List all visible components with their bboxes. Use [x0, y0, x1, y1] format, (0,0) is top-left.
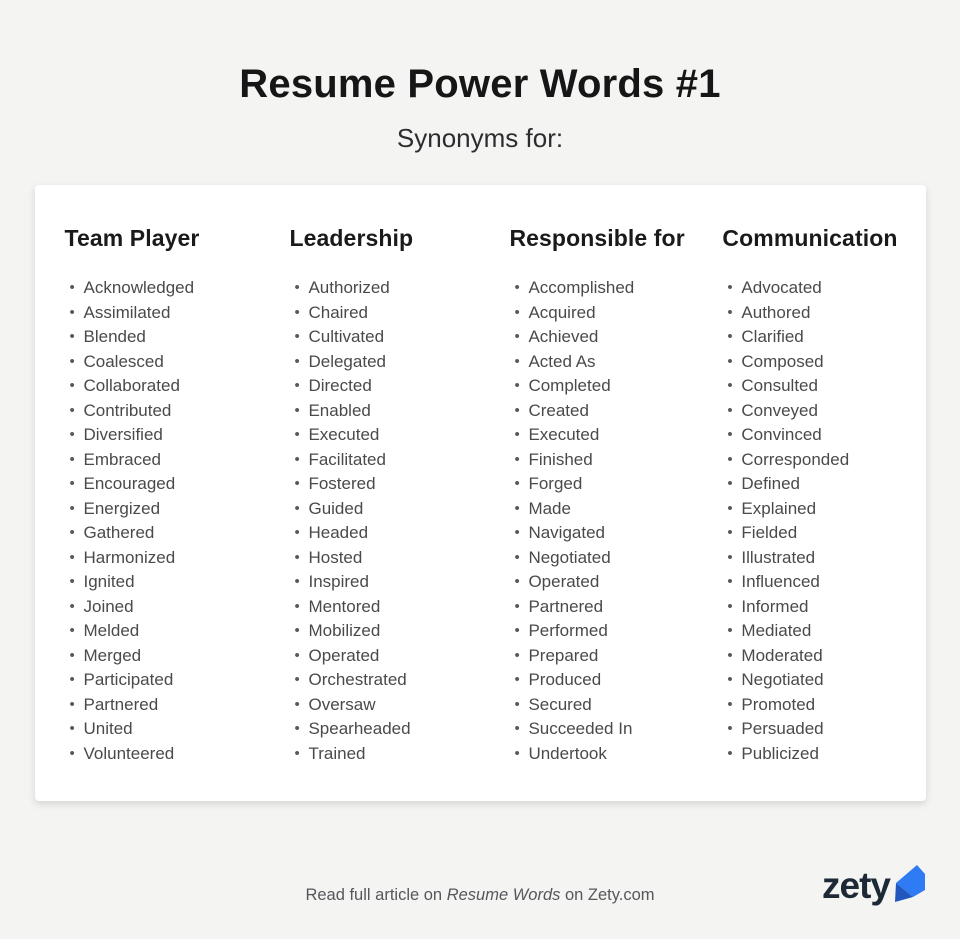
word-item: • Fielded	[722, 521, 897, 546]
column-heading: Leadership	[289, 225, 414, 251]
word-item: • Delegated	[289, 350, 509, 375]
word-item: • Guided	[289, 497, 509, 522]
word-columns	[35, 185, 926, 801]
footer-attribution	[0, 886, 960, 905]
word-item: • Acted As	[509, 350, 722, 375]
word-item: • Collaborated	[65, 374, 290, 399]
word-column	[65, 225, 290, 801]
word-item: • Enabled	[289, 399, 509, 424]
word-item: • Orchestrated	[289, 668, 509, 693]
word-item: • Negotiated	[722, 668, 897, 693]
word-item: • Finished	[509, 448, 722, 473]
word-item: • Performed	[509, 619, 722, 644]
header	[0, 0, 960, 154]
word-item: • Secured	[509, 693, 722, 718]
word-item: • Advocated	[722, 276, 897, 301]
word-item: • Chaired	[289, 301, 509, 326]
word-item: • Authored	[722, 301, 897, 326]
word-item: • Conveyed	[722, 399, 897, 424]
word-item: • United	[65, 717, 290, 742]
word-item: • Acknowledged	[65, 276, 290, 301]
word-item: • Blended	[65, 325, 290, 350]
page-title: Resume Power Words #1	[239, 62, 721, 106]
word-item: • Executed	[509, 423, 722, 448]
word-item: • Embraced	[65, 448, 290, 473]
word-item: • Fostered	[289, 472, 509, 497]
word-item: • Cultivated	[289, 325, 509, 350]
word-item: • Hosted	[289, 546, 509, 571]
word-item: • Facilitated	[289, 448, 509, 473]
footer-text-suffix: on Zety.com	[560, 886, 655, 904]
word-item: • Completed	[509, 374, 722, 399]
column-heading: Team Player	[64, 225, 200, 251]
word-list	[65, 276, 290, 766]
zety-logo	[822, 862, 936, 908]
word-item: • Volunteered	[65, 742, 290, 767]
word-item: • Merged	[65, 644, 290, 669]
word-item: • Assimilated	[65, 301, 290, 326]
word-item: • Spearheaded	[289, 717, 509, 742]
word-item: • Headed	[289, 521, 509, 546]
page-subtitle: Synonyms for:	[396, 123, 564, 153]
word-item: • Inspired	[289, 570, 509, 595]
word-item: • Composed	[722, 350, 897, 375]
word-item: • Encouraged	[65, 472, 290, 497]
word-item: • Directed	[289, 374, 509, 399]
column-heading: Communication	[722, 225, 898, 251]
word-item: • Acquired	[509, 301, 722, 326]
word-item: • Prepared	[509, 644, 722, 669]
word-item: • Authorized	[289, 276, 509, 301]
word-item: • Operated	[289, 644, 509, 669]
word-item: • Gathered	[65, 521, 290, 546]
word-item: • Corresponded	[722, 448, 897, 473]
word-item: • Persuaded	[722, 717, 897, 742]
word-item: • Executed	[289, 423, 509, 448]
word-item: • Mentored	[289, 595, 509, 620]
footer-article-name: Resume Words	[446, 886, 561, 904]
word-item: • Defined	[722, 472, 897, 497]
word-item: • Mobilized	[289, 619, 509, 644]
word-item: • Partnered	[65, 693, 290, 718]
word-item: • Accomplished	[509, 276, 722, 301]
zety-arrow-icon	[892, 862, 936, 908]
word-item: • Publicized	[722, 742, 897, 767]
word-list	[509, 276, 722, 766]
word-item: • Explained	[722, 497, 897, 522]
word-item: • Produced	[509, 668, 722, 693]
word-item: • Ignited	[65, 570, 290, 595]
word-column	[509, 225, 722, 801]
word-item: • Coalesced	[65, 350, 290, 375]
word-item: • Trained	[289, 742, 509, 767]
word-list	[289, 276, 509, 766]
word-item: • Oversaw	[289, 693, 509, 718]
word-item: • Achieved	[509, 325, 722, 350]
word-item: • Negotiated	[509, 546, 722, 571]
word-item: • Informed	[722, 595, 897, 620]
word-item: • Undertook	[509, 742, 722, 767]
word-item: • Partnered	[509, 595, 722, 620]
zety-logo-text: zety	[822, 865, 890, 906]
word-item: • Navigated	[509, 521, 722, 546]
word-item: • Illustrated	[722, 546, 897, 571]
word-item: • Consulted	[722, 374, 897, 399]
word-item: • Promoted	[722, 693, 897, 718]
word-item: • Convinced	[722, 423, 897, 448]
word-item: • Joined	[65, 595, 290, 620]
word-item: • Harmonized	[65, 546, 290, 571]
word-item: • Energized	[65, 497, 290, 522]
word-list	[722, 276, 897, 766]
word-item: • Influenced	[722, 570, 897, 595]
word-item: • Melded	[65, 619, 290, 644]
word-item: • Clarified	[722, 325, 897, 350]
word-item: • Diversified	[65, 423, 290, 448]
footer-text-prefix: Read full article on	[305, 886, 447, 904]
word-column	[722, 225, 897, 801]
word-item: • Operated	[509, 570, 722, 595]
word-column	[289, 225, 509, 801]
word-item: • Moderated	[722, 644, 897, 669]
word-item: • Contributed	[65, 399, 290, 424]
word-item: • Mediated	[722, 619, 897, 644]
word-item: • Participated	[65, 668, 290, 693]
word-item: • Made	[509, 497, 722, 522]
word-item: • Succeeded In	[509, 717, 722, 742]
footer	[0, 862, 960, 922]
word-item: • Forged	[509, 472, 722, 497]
column-heading: Responsible for	[509, 225, 685, 251]
word-item: • Created	[509, 399, 722, 424]
